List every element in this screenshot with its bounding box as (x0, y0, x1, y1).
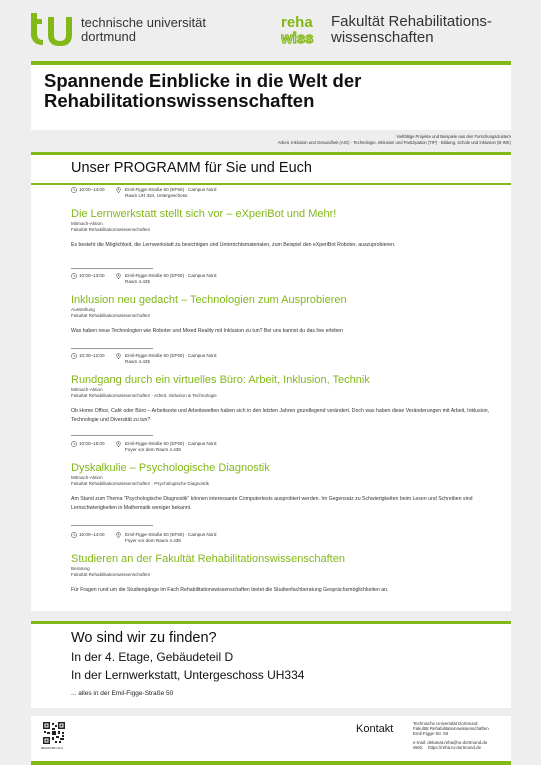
clock-icon (71, 441, 77, 447)
event-time: 10:00–14:00 (79, 187, 105, 192)
event-description: Es besteht die Möglichkeit, die Lernwerkstatt zu besichtigen und Unterrichtsmaterialen, zum Beispiel den eXperiBot Roboter, auszuprobieren. (71, 242, 396, 248)
location-section (31, 621, 511, 708)
research-clusters-note: Vielfältige Projekte und Beispiele aus den Forschungsclustern Arbeit, Inklusion und Gesundheit (AIG) · Technologie, Inklusion und Partizipation (TIP) · Bildung, Schule und Inklusion (B-INK) (277, 134, 511, 145)
event-title: Studieren an der Fakultät Rehabilitationswissenschaften (71, 553, 345, 565)
location-line: In der 4. Etage, Gebäudeteil D (71, 650, 234, 664)
event-meta (71, 532, 501, 550)
location-pin-icon (116, 532, 121, 538)
event-organizer: Fakultät Rehabilitationswissenschaften · Psychologische Diagnostik (71, 481, 209, 486)
event-meta (71, 441, 501, 459)
clock-icon (71, 532, 77, 538)
page-header (0, 0, 541, 56)
page-title: Spannende Einblicke in die Welt der Rehabilitationswissenschaften (44, 70, 362, 111)
event-separator (71, 268, 153, 269)
event-time: 10:00–14:00 (79, 532, 105, 537)
event-room: Raum 4.435 (125, 359, 151, 364)
event-location: Emil-Figge-Straße 50 (EF50) · Campus Nord (125, 532, 217, 537)
event-organizer: Fakultät Rehabilitationswissenschaften (71, 313, 151, 318)
event-room: Raum 4.435 (125, 279, 151, 284)
event-description: Für Fragen rund um die Studiengänge im Fach Rehabilitationswissenschaften bietet die Studienfachberatung Gesprächsmöglichkeiten an. (71, 587, 389, 593)
event-location: Emil-Figge-Straße 50 (EF50) · Campus Nord (125, 187, 217, 192)
contact-section (31, 716, 511, 761)
program-section (31, 152, 511, 611)
event-room: Raum UH 334, Untergeschoss (125, 193, 188, 198)
contact-web[interactable]: Web: https://reha.tu-dortmund.de (413, 745, 482, 750)
event-title: Rundgang durch ein virtuelles Büro: Arbeit, Inklusion, Technik (71, 374, 370, 386)
location-pin-icon (116, 273, 121, 279)
contact-links (413, 740, 487, 750)
bottom-green-bar (31, 761, 511, 765)
event-time: 10:00–13:00 (79, 273, 105, 278)
event-description: Was haben neue Technologien wie Roboter und Mixed Reality mit Inklusion zu tun? Bei uns kannst du das live erleben (71, 328, 343, 334)
location-pin-icon (116, 353, 121, 359)
event-kind: Ausstellung (71, 307, 95, 312)
event-organizer: Fakultät Rehabilitationswissenschaften · Arbeit, Inklusion & Technologie (71, 393, 217, 398)
event-title: Die Lernwerkstatt stellt sich vor – eXperiBot und Mehr! (71, 208, 337, 220)
event-item (71, 441, 501, 512)
event-room: Foyer vor dem Raum 4.435 (125, 447, 181, 452)
event-organizer: Fakultät Rehabilitationswissenschaften (71, 227, 151, 232)
svg-text:wiss: wiss (281, 30, 314, 46)
svg-text:reha: reha (281, 14, 313, 31)
clock-icon (71, 273, 77, 279)
event-meta (71, 273, 501, 291)
event-separator (71, 435, 153, 436)
clock-icon (71, 353, 77, 359)
program-heading: Unser PROGRAMM für Sie und Euch (71, 160, 312, 176)
location-line: In der Lernwerkstatt, Untergeschoss UH334 (71, 668, 305, 682)
event-item (71, 353, 501, 424)
event-kind: Mitmach-Aktion (71, 221, 103, 226)
event-location: Emil-Figge-Straße 50 (EF50) · Campus Nord (125, 353, 217, 358)
location-heading: Wo sind wir zu finden? (71, 630, 217, 646)
event-time: 10:00–16:00 (79, 441, 105, 446)
event-title: Inklusion neu gedacht – Technologien zum Ausprobieren (71, 294, 347, 306)
event-room: Foyer vor dem Raum 4.435 (125, 538, 181, 543)
event-kind: Mitmach-Aktion (71, 387, 103, 392)
event-item (71, 187, 501, 250)
reha-wiss-logo-icon (281, 14, 325, 46)
event-separator (71, 348, 153, 349)
contact-email[interactable]: e-mail: dekanat.reha@tu-dortmund.de (413, 740, 488, 745)
green-divider (31, 183, 511, 185)
location-address: ... alles in der Emil-Figge-Straße 50 (71, 690, 174, 697)
event-organizer: Fakultät Rehabilitationswissenschaften (71, 572, 151, 577)
faculty-name: Fakultät Rehabilitations- wissenschaften (331, 13, 492, 46)
event-item (71, 273, 501, 336)
event-location: Emil-Figge-Straße 50 (EF50) · Campus Nord (125, 441, 217, 446)
event-kind: Beratung (71, 566, 90, 571)
contact-address: Technische Universität Dortmund Fakultät Rehabilitationswissenschaften Emil-Figge-Str. 50 (413, 721, 489, 736)
event-title: Dyskalkulie – Psychologische Diagnostik (71, 462, 270, 474)
event-time: 10:30–12:00 (79, 353, 105, 358)
event-kind: Mitmach-Aktion (71, 475, 103, 480)
event-description: Ob Home Office, Café oder Büro – Arbeitsorte und Arbeitswelten haben sich in den letzten Jahren grundlegend verändert. Doch was haben diese Veränderungen mit Arbeit, Inklusion, Technologie und Diversität zu tun? (71, 408, 490, 423)
qr-code-icon[interactable] (43, 722, 65, 744)
event-location: Emil-Figge-Straße 50 (EF50) · Campus Nord (125, 273, 217, 278)
event-meta (71, 353, 501, 371)
event-item (71, 532, 501, 595)
event-description: Am Stand zum Thema "Psychologische Diagnostik" können interessante Computertests ausprobiert werden. Im Gegensatz zu Schwierigkeiten beim Lesen und Schreiben sind Lernschwierigkeiten in Mathematik weniger bekannt. (71, 496, 473, 511)
qr-label: BEGINNEN ALS (41, 746, 64, 750)
contact-heading: Kontakt (356, 723, 394, 735)
event-meta (71, 187, 501, 205)
event-separator (71, 525, 153, 526)
location-pin-icon (116, 187, 121, 193)
location-pin-icon (116, 441, 121, 447)
title-box (31, 61, 511, 130)
tu-name: technische universität dortmund (81, 15, 207, 44)
tu-logo-icon (31, 13, 75, 47)
clock-icon (71, 187, 77, 193)
